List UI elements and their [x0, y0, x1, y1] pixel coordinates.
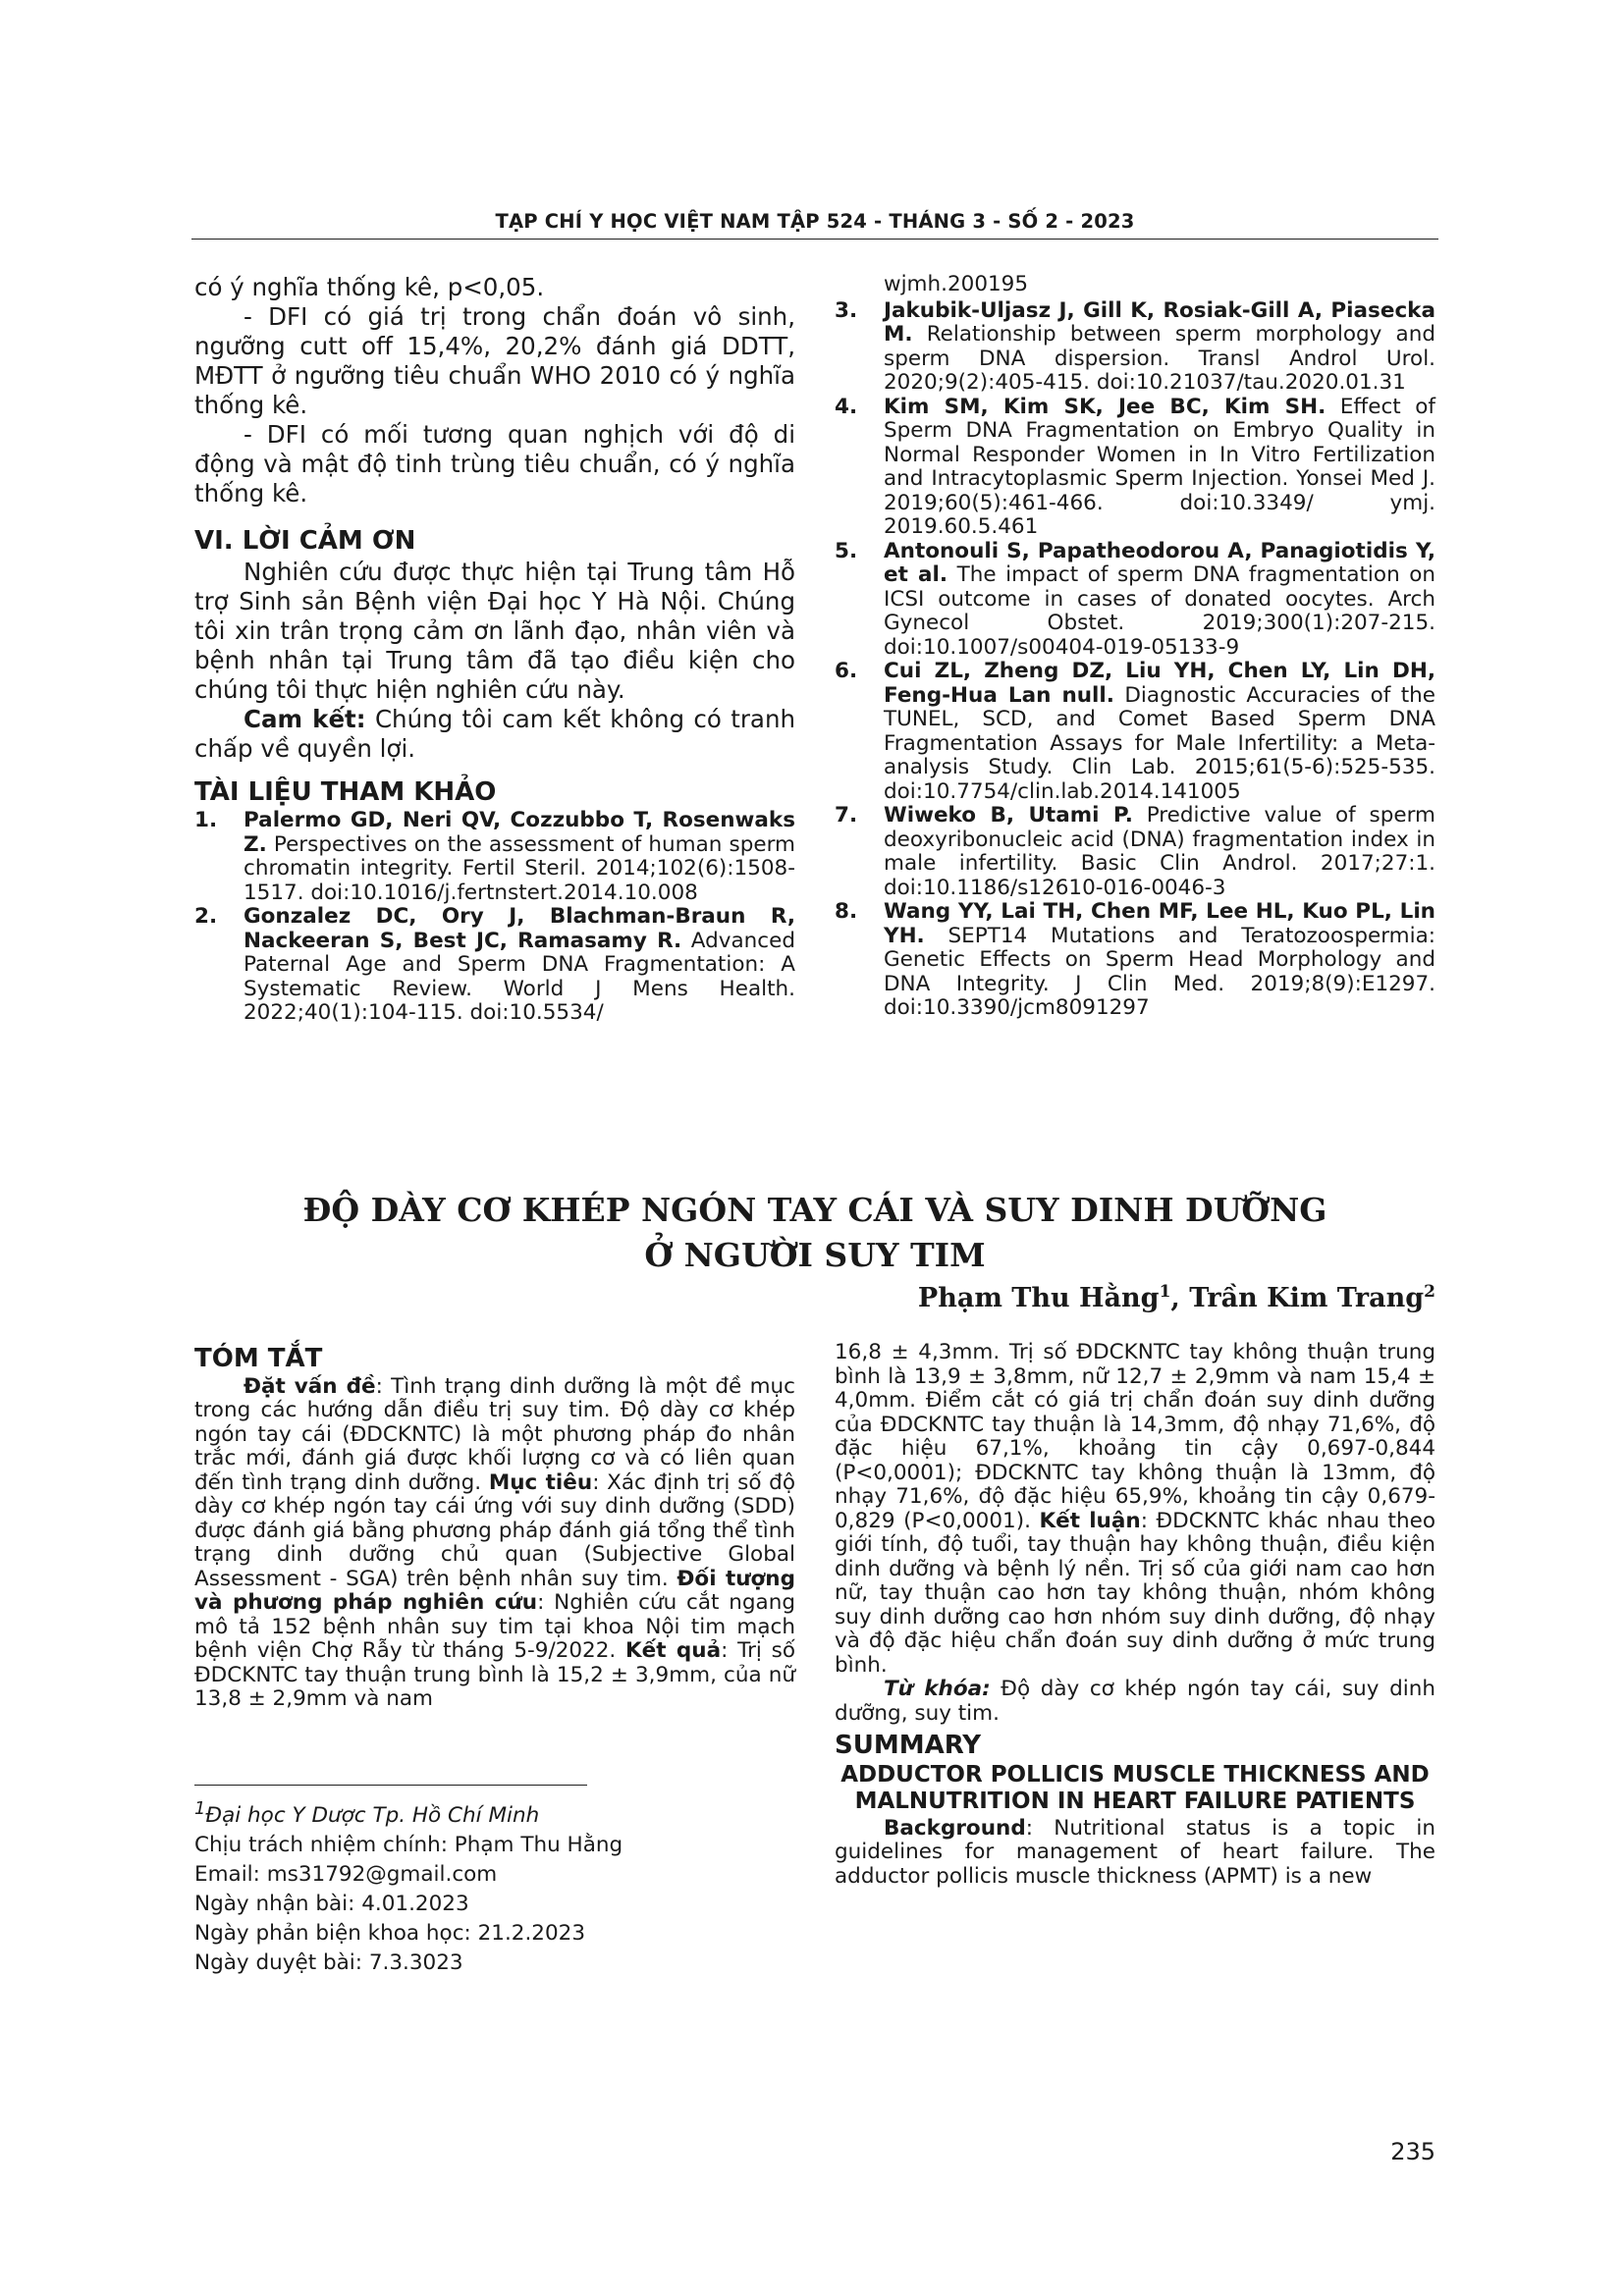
commitment-paragraph	[194, 705, 795, 764]
background-label: Đặt vấn đề	[244, 1373, 376, 1399]
references-list-right	[835, 299, 1435, 1021]
article-authors	[918, 1282, 1435, 1313]
reference-number: 6.	[835, 659, 858, 683]
reference-number: 1.	[194, 808, 218, 832]
summary-heading: SUMMARY	[835, 1731, 982, 1760]
commitment-label: Cam kết:	[244, 705, 366, 733]
english-title: ADDUCTOR POLLICIS MUSCLE THICKNESS AND MALNUTRITION IN HEART FAILURE PATIENTS	[840, 1761, 1430, 1814]
reference-authors: Jakubik-Uljasz J, Gill K, Rosiak-Gill A, Piasecka M.	[884, 297, 1435, 347]
reference-text: SEPT14 Mutations and Teratozoospermia: Genetic Effects on Sperm Head Morphology and DNA Integrity. J Clin Med. 2019;8(9):E1297. doi:10.3390/jcm8091297	[884, 923, 1435, 1020]
background-text: : Tình trạng dinh dưỡng là một đề mục trong các hướng dẫn điều trị suy tim. Độ dày cơ khép ngón tay cái (ĐDCKNTC) là một phương pháp đo nhân trắc mới, đánh giá được khối lượng cơ và có liên quan đến tình trạng dinh dưỡng.	[194, 1373, 796, 1495]
accepted-date: Ngày duyệt bài: 7.3.3023	[194, 1950, 463, 1976]
review-date: Ngày phản biện khoa học: 21.2.2023	[194, 1921, 586, 1947]
reference-item	[835, 299, 1435, 396]
reference-item	[835, 396, 1435, 540]
footnote	[194, 1794, 795, 1978]
reference-authors: Wiweko B, Utami P.	[884, 803, 1133, 828]
reference-text: Advanced Paternal Age and Sperm DNA Fragmentation: A Systematic Review. World J Mens Health. 2022;40(1):104-115. doi:10.5534/	[244, 928, 795, 1025]
reference-text: Diagnostic Accuracies of the TUNEL, SCD, and Comet Based Sperm DNA Fragmentation Assays for Male Infertility: a Meta-analysis Study. Clin Lab. 2015;61(5-6):525-535. doi:10.7754/clin.lab.2014.141005	[884, 682, 1435, 804]
methods-label: Đối tượng và phương pháp nghiên cứu	[194, 1566, 795, 1615]
conclusion-tail: có ý nghĩa thống kê, p<0,05.	[194, 273, 545, 301]
reference-item	[194, 809, 795, 905]
affiliation-marker: 1	[194, 1798, 206, 1819]
affiliation	[194, 1794, 795, 1831]
reference-number: 8.	[835, 899, 858, 924]
affiliation-text: Đại học Y Dược Tp. Hồ Chí Minh	[205, 1803, 540, 1829]
reference-number: 2.	[194, 904, 218, 929]
reference-authors: Kim SM, Kim SK, Jee BC, Kim SH.	[884, 394, 1326, 419]
reference-text: Predictive value of sperm deoxyribonucleic acid (DNA) fragmentation index in male infertility. Basic Clin Androl. 2017;27:1. doi:10.1186/s12610-016-0046-3	[884, 803, 1435, 900]
conclusion-label: Kết luận	[1039, 1508, 1141, 1533]
references-list-left	[194, 809, 795, 1026]
conclusion-text: : ĐDCKNTC khác nhau theo giới tính, độ tuổi, tay thuận hay không thuận, điều kiện dinh dưỡng và bệnh lý nền. Trị số của giới nam cao hơn nữ, tay thuận cao hơn tay không thuận, nhóm không suy dinh dưỡng cao hơn nhóm suy dinh dưỡng, độ nhạy và độ đặc hiệu chẩn đoán suy dinh dưỡng ở mức trung bình.	[835, 1508, 1435, 1678]
reference-item	[835, 900, 1435, 1021]
reference-item	[194, 905, 795, 1026]
reference-authors: Gonzalez DC, Ory J, Blachman-Braun R, Nackeeran S, Best JC, Ramasamy R.	[244, 904, 795, 953]
abstract-right-column	[835, 1341, 1435, 1889]
article-title-line-1: ĐỘ DÀY CƠ KHÉP NGÓN TAY CÁI VÀ SUY DINH DƯỠNG	[302, 1191, 1327, 1229]
reference-item	[835, 804, 1435, 900]
conclusion-point-2: - DFI có mối tương quan nghịch với độ di động và mật độ tinh trùng tiêu chuẩn, có ý nghĩa thống kê.	[194, 420, 795, 507]
reference-authors: Palermo GD, Neri QV, Cozzubbo T, Rosenwaks Z.	[244, 808, 795, 857]
prev-article-left-column	[194, 273, 795, 1026]
reference-number: 3.	[835, 297, 858, 323]
objective-label: Mục tiêu	[488, 1469, 593, 1495]
reference-number: 7.	[835, 803, 858, 828]
author-1-affiliation: 1	[1159, 1282, 1171, 1302]
author-1: Phạm Thu Hằng	[917, 1283, 1160, 1313]
reference-authors: Antonouli S, Papatheodorou A, Panagiotidis Y, et al.	[884, 538, 1435, 587]
footnote-rule	[194, 1785, 587, 1786]
commitment-text: Chúng tôi cam kết không có tranh chấp về quyền lợi.	[194, 705, 795, 763]
acknowledgement-heading: VI. LỜI CẢM ƠN	[194, 526, 416, 556]
results-text: : Trị số ĐDCKNTC tay thuận trung bình là 15,2 ± 3,9mm, của nữ 13,8 ± 2,9mm và nam	[194, 1638, 795, 1711]
reference-authors: Wang YY, Lai TH, Chen MF, Lee HL, Kuo PL, Lin YH.	[884, 899, 1435, 948]
reference-text: Perspectives on the assessment of human sperm chromatin integrity. Fertil Steril. 2014;102(6):1508-1517. doi:10.1016/j.fertnstert.2014.10.008	[244, 831, 795, 905]
references-heading: TÀI LIỆU THAM KHẢO	[194, 777, 497, 807]
article-title-line-2: Ở NGƯỜI SUY TIM	[644, 1236, 986, 1274]
abstract-continued	[835, 1341, 1435, 1678]
english-background-text: : Nutritional status is a topic in guidelines for management of heart failure. The adductor pollicis muscle thickness (APMT) is a new	[835, 1815, 1435, 1889]
prev-article-right-column	[835, 273, 1435, 1021]
english-background	[835, 1817, 1435, 1890]
reference-2-continued: wjmh.200195	[884, 272, 1029, 296]
abstract-heading: TÓM TẮT	[194, 1344, 323, 1373]
email: Email: ms31792@gmail.com	[194, 1862, 498, 1888]
keywords-label: Từ khóa:	[884, 1677, 991, 1701]
corresponding-author: Chịu trách nhiệm chính: Phạm Thu Hằng	[194, 1833, 623, 1858]
reference-number: 4.	[835, 394, 858, 419]
author-2: Trần Kim Trang	[1189, 1283, 1425, 1313]
author-2-affiliation: 2	[1424, 1282, 1435, 1302]
abstract-left-column	[194, 1341, 795, 1712]
conclusion-point-1: - DFI có giá trị trong chẩn đoán vô sinh, ngưỡng cutt off 15,4%, 20,2% đánh giá DDTT, MĐTT ở ngưỡng tiêu chuẩn WHO 2010 có ý nghĩa thống kê.	[194, 302, 795, 419]
english-background-label: Background	[884, 1815, 1026, 1841]
reference-text: Relationship between sperm morphology and sperm DNA dispersion. Transl Androl Urol. 2020;9(2):405-415. doi:10.21037/tau.2020.01.31	[884, 322, 1435, 395]
keywords-text: Độ dày cơ khép ngón tay cái, suy dinh dưỡng, suy tim.	[835, 1677, 1435, 1726]
reference-authors: Cui ZL, Zheng DZ, Liu YH, Chen LY, Lin DH, Feng-Hua Lan null.	[884, 659, 1435, 708]
abstract-paragraph	[194, 1375, 795, 1712]
reference-number: 5.	[835, 538, 858, 563]
author-separator: ,	[1170, 1283, 1190, 1313]
results-label: Kết quả	[625, 1638, 722, 1663]
header-rule	[191, 239, 1438, 240]
results-continued: 16,8 ± 4,3mm. Trị số ĐDCKNTC tay không thuận trung bình là 13,9 ± 3,8mm, nữ 12,7 ± 2,9mm và nam 15,4 ± 4,0mm. Điểm cắt có giá trị chẩn đoán suy dinh dưỡng của ĐDCKNTC tay thuận là 14,3mm, độ nhạy 71,6%, độ đặc hiệu 67,1%, khoảng tin cậy 0,697-0,844 (P<0,0001); ĐDCKNTC tay không thuận là 13mm, độ nhạy 71,6%, độ đặc hiệu 65,9%, khoảng tin cậy 0,679-0,829 (P<0,0001).	[835, 1340, 1435, 1533]
acknowledgement-text: Nghiên cứu được thực hiện tại Trung tâm Hỗ trợ Sinh sản Bệnh viện Đại học Y Hà Nội. Chúng tôi xin trân trọng cảm ơn lãnh đạo, nhân viên và bệnh nhân tại Trung tâm đã tạo điều kiện cho chúng tôi thực hiện nghiên cứu này.	[194, 558, 795, 704]
journal-header: TẠP CHÍ Y HỌC VIỆT NAM TẬP 524 - THÁNG 3 - SỐ 2 - 2023	[495, 210, 1135, 233]
page-number: 235	[1390, 2138, 1435, 2165]
article-title	[191, 1188, 1438, 1278]
reference-item	[835, 660, 1435, 804]
reference-item	[835, 540, 1435, 661]
objective-text: : Xác định trị số độ dày cơ khép ngón tay cái ứng với suy dinh dưỡng (SDD) được đánh giá bằng phương pháp đánh giá tổng thể tình trạng dinh dưỡng chủ quan (Subjective Global Assessment - SGA) trên bệnh nhân suy tim.	[194, 1469, 795, 1591]
methods-text: : Nghiên cứu cắt ngang mô tả 152 bệnh nhân suy tim tại khoa Nội tim mạch bệnh viện Chợ Rẫy từ tháng 5-9/2022.	[194, 1590, 795, 1663]
keywords	[835, 1678, 1435, 1726]
received-date: Ngày nhận bài: 4.01.2023	[194, 1892, 469, 1917]
reference-text: Effect of Sperm DNA Fragmentation on Embryo Quality in Normal Responder Women in In Vitro Fertilization and Intracytoplasmic Sperm Injection. Yonsei Med J. 2019;60(5):461-466. doi:10.3349/ ymj. 2019.60.5.461	[884, 394, 1435, 539]
reference-text: The impact of sperm DNA fragmentation on ICSI outcome in cases of donated oocytes. Arch Gynecol Obstet. 2019;300(1):207-215. doi:10.1007/s00404-019-05133-9	[884, 562, 1436, 660]
